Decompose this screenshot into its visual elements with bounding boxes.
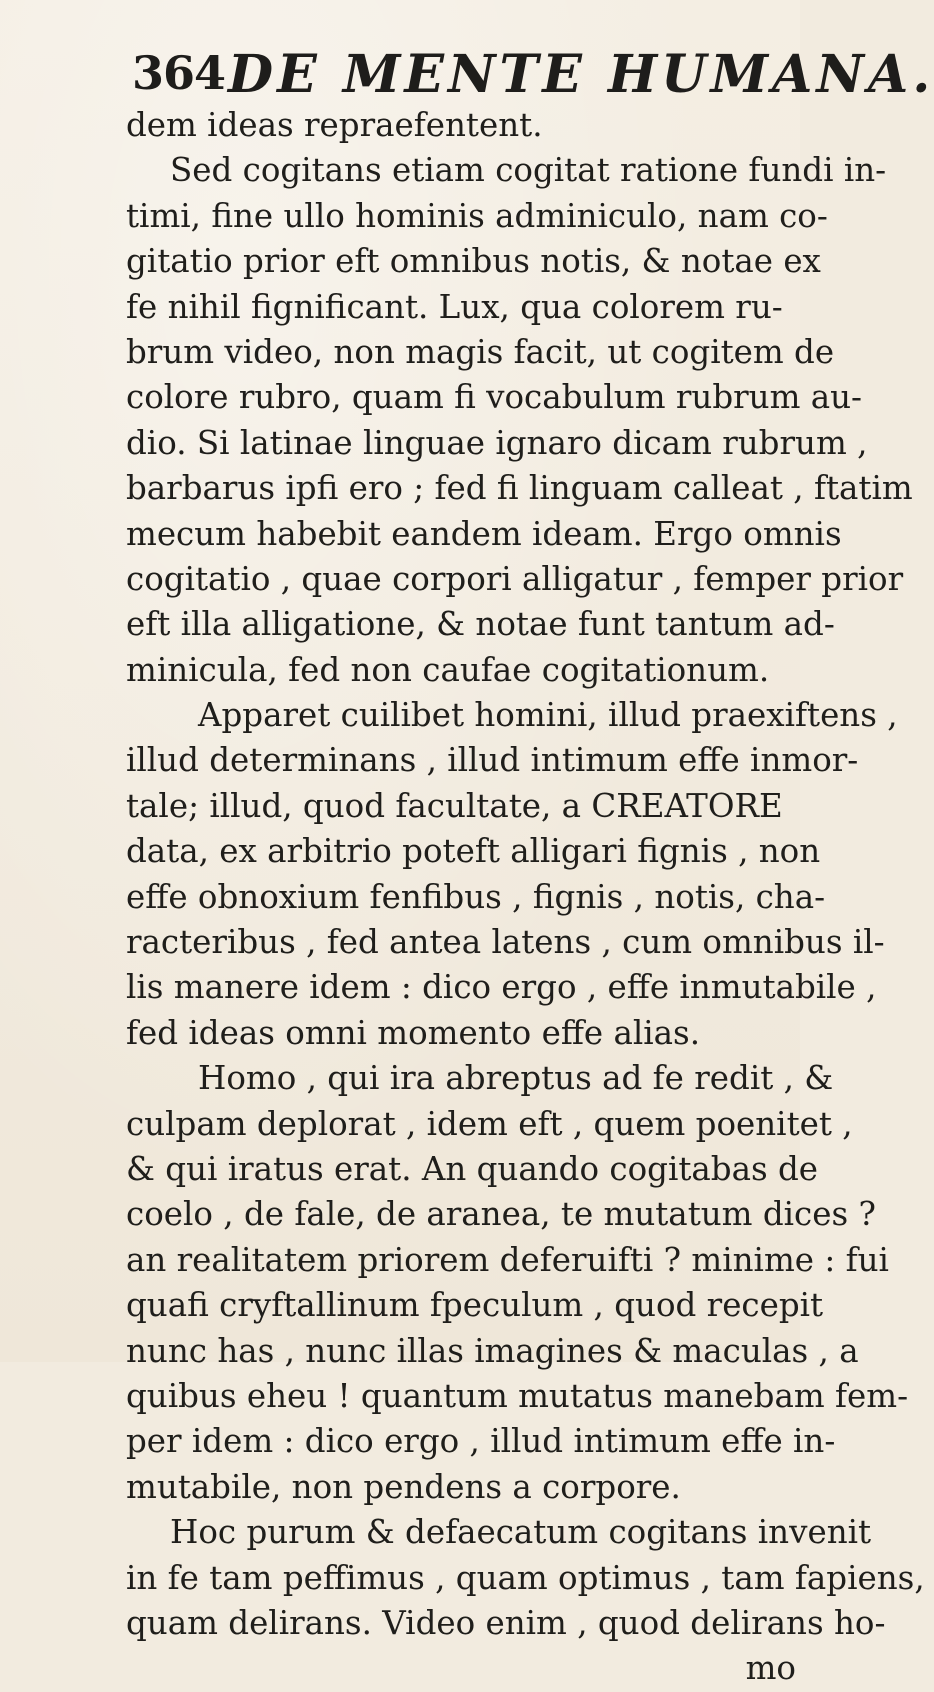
paragraph-start-line: Apparet cuilibet homini, illud praexiftens , <box>198 696 898 735</box>
text-line: timi, fine ullo hominis adminiculo, nam co- <box>126 196 828 235</box>
text-line: fed ideas omni momento effe alias. <box>126 1013 701 1052</box>
text-line: barbarus ipfi ero ; fed fi linguam calleat , ftatim <box>126 469 913 508</box>
text-line: data, ex arbitrio poteft alligari fignis , non <box>126 832 821 871</box>
paragraph-start-line: Homo , qui ira abreptus ad fe redit , & <box>198 1059 834 1098</box>
text-line: dio. Si latinae linguae ignaro dicam rubrum , <box>126 423 868 462</box>
text-line: illud determinans , illud intimum effe inmor- <box>126 741 859 780</box>
text-line: eft illa alligatione, & notae funt tantum ad- <box>126 605 835 644</box>
text-line: effe obnoxium fenfibus , fignis , notis, cha- <box>126 877 826 916</box>
text-line: mutabile, non pendens a corpore. <box>126 1467 681 1506</box>
text-line: dem ideas repraefentent. <box>126 106 543 144</box>
catchword: mo <box>745 1649 796 1688</box>
text-line: mecum habebit eandem ideam. Ergo omnis <box>126 514 842 553</box>
text-line: an realitatem priorem deferuifti ? minime : fui <box>126 1240 889 1279</box>
text-line: & qui iratus erat. An quando cogitabas de <box>126 1149 819 1188</box>
paragraph-start-line: Sed cogitans etiam cogitat ratione fundi in- <box>170 151 887 190</box>
text-line: cogitatio , quae corpori alligatur , femper prior <box>126 559 904 598</box>
page-number: 364 <box>132 46 226 100</box>
text-line: culpam deplorat , idem eft , quem poenitet , <box>126 1104 853 1143</box>
text-line: racteribus , fed antea latens , cum omnibus il- <box>126 923 885 962</box>
text-line: fe nihil fignificant. Lux, qua colorem ru- <box>126 287 783 326</box>
text-line: in fe tam peffimus , quam optimus , tam fapiens, <box>126 1558 925 1597</box>
text-line: brum video, non magis facit, ut cogitem de <box>126 332 835 371</box>
text-line: quafi cryftallinum fpeculum , quod recepit <box>126 1286 824 1325</box>
text-line: quibus eheu ! quantum mutatus manebam fem- <box>126 1376 909 1415</box>
text-line: quam delirans. Video enim , quod delirans ho- <box>126 1603 886 1642</box>
text-line: coelo , de fale, de aranea, te mutatum dices ? <box>126 1195 876 1234</box>
paragraph-start-line: Hoc purum & defaecatum cogitans invenit <box>170 1513 872 1552</box>
text-line: colore rubro, quam fi vocabulum rubrum au- <box>126 378 863 417</box>
running-title: DE MENTE HUMANA. <box>228 44 934 105</box>
body-text <box>126 103 925 1692</box>
text-line: tale; illud, quod facultate, a CREATORE <box>126 786 783 825</box>
text-line: nunc has , nunc illas imagines & maculas , a <box>126 1331 859 1370</box>
text-line: lis manere idem : dico ergo , effe inmutabile , <box>126 968 877 1007</box>
text-line: gitatio prior eft omnibus notis, & notae ex <box>126 242 821 281</box>
text-line: per idem : dico ergo , illud intimum effe in- <box>126 1422 836 1461</box>
text-line: minicula, fed non caufae cogitationum. <box>126 650 770 689</box>
